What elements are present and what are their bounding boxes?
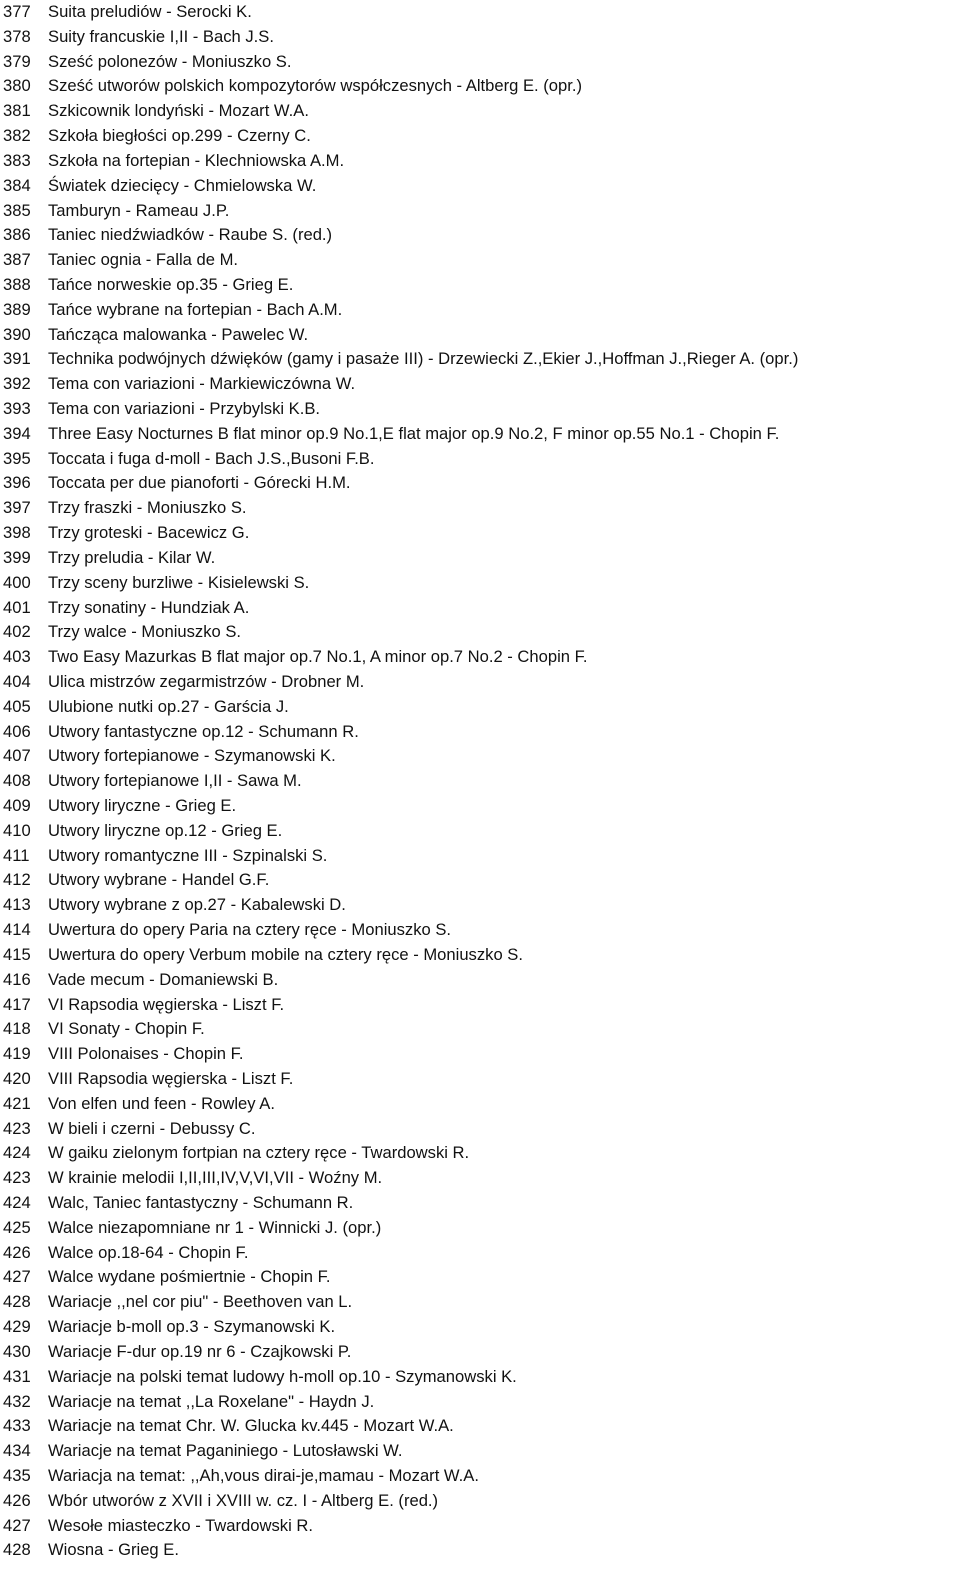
- entry-title: Uwertura do opery Verbum mobile na cztery ręce - Moniuszko S.: [48, 944, 523, 964]
- list-item: [3, 1092, 953, 1117]
- list-item: [3, 720, 953, 745]
- list-item: [3, 174, 953, 199]
- entry-title: Utwory fortepianowe I,II - Sawa M.: [48, 771, 302, 791]
- list-item: [3, 1390, 953, 1415]
- list-item: [3, 596, 953, 621]
- entry-number: 408: [3, 771, 31, 791]
- entry-number: 398: [3, 523, 31, 543]
- entry-number: 389: [3, 299, 31, 319]
- entry-number: 426: [3, 1242, 31, 1262]
- entry-number: 423: [3, 1168, 31, 1188]
- list-item: [3, 74, 953, 99]
- entry-title: Walc, Taniec fantastyczny - Schumann R.: [48, 1193, 354, 1212]
- list-item: [3, 1365, 953, 1390]
- list-item: [3, 1042, 953, 1067]
- entry-title: Sześć polonezów - Moniuszko S.: [48, 51, 292, 71]
- entry-title: Utwory liryczne - Grieg E.: [48, 796, 237, 815]
- entry-title: Utwory romantyczne III - Szpinalski S.: [48, 845, 328, 865]
- entry-number: 415: [3, 944, 31, 964]
- entry-number: 396: [3, 473, 31, 493]
- list-item: [3, 1117, 953, 1142]
- entry-title: Trzy walce - Moniuszko S.: [48, 622, 242, 642]
- entry-number: 412: [3, 870, 31, 890]
- list-item: [3, 1141, 953, 1166]
- list-item: [3, 744, 953, 769]
- list-item: [3, 1315, 953, 1340]
- entry-number: 423: [3, 1118, 31, 1138]
- list-item: [3, 397, 953, 422]
- entry-title: Wariacje na temat Paganiniego - Lutosławski W.: [48, 1441, 403, 1461]
- entry-number: 416: [3, 969, 31, 989]
- entry-number: 420: [3, 1068, 31, 1088]
- list-item: [3, 0, 953, 25]
- entry-number: 387: [3, 250, 31, 270]
- list-item: [3, 844, 953, 869]
- entry-title: Szkoła na fortepian - Klechniowska A.M.: [48, 150, 345, 170]
- entry-number: 394: [3, 423, 31, 443]
- entry-number: 395: [3, 448, 31, 468]
- entry-title: Wariacja na temat: ,,Ah,vous dirai-je,mamau - Mozart W.A.: [48, 1465, 479, 1485]
- list-item: [3, 372, 953, 397]
- entry-title: Trzy sceny burzliwe - Kisielewski S.: [48, 572, 310, 592]
- entry-number: 384: [3, 175, 31, 195]
- entry-number: 381: [3, 101, 31, 121]
- entry-title: Utwory wybrane - Handel G.F.: [48, 870, 270, 890]
- list-item: [3, 99, 953, 124]
- list-item: [3, 1067, 953, 1092]
- entry-title: W gaiku zielonym fortpian na cztery ręce - Twardowski R.: [48, 1143, 470, 1163]
- entry-number: 401: [3, 597, 31, 617]
- list-item: [3, 248, 953, 273]
- entry-title: Trzy fraszki - Moniuszko S.: [48, 498, 247, 518]
- entry-title: Trzy sonatiny - Hundziak A.: [48, 597, 250, 617]
- entry-title: VI Rapsodia węgierska - Liszt F.: [48, 994, 285, 1014]
- entry-title: Wbór utworów z XVII i XVIII w. cz. I - Altberg E. (red.): [48, 1490, 439, 1510]
- entry-number: 380: [3, 76, 31, 96]
- list-item: [3, 620, 953, 645]
- entry-number: 430: [3, 1341, 31, 1361]
- entry-title: Wariacje b-moll op.3 - Szymanowski K.: [48, 1317, 336, 1337]
- entry-number: 406: [3, 721, 31, 741]
- entry-title: Wariacje ,,nel cor piu" - Beethoven van L.: [48, 1292, 353, 1312]
- entry-number: 410: [3, 820, 31, 840]
- list-item: [3, 1216, 953, 1241]
- list-item: [3, 1191, 953, 1216]
- entry-number: 428: [3, 1292, 31, 1312]
- list-item: [3, 25, 953, 50]
- list-item: [3, 521, 953, 546]
- entry-title: W bieli i czerni - Debussy C.: [48, 1118, 256, 1138]
- entry-number: 411: [3, 845, 30, 865]
- entry-number: 407: [3, 746, 31, 766]
- entry-number: 424: [3, 1143, 31, 1163]
- list-item: [3, 1464, 953, 1489]
- entry-title: Szkoła biegłości op.299 - Czerny C.: [48, 126, 311, 146]
- entry-number: 404: [3, 671, 31, 691]
- entry-number: 426: [3, 1490, 31, 1510]
- entry-number: 435: [3, 1465, 31, 1485]
- entry-number: 379: [3, 51, 31, 71]
- entry-title: Utwory fortepianowe - Szymanowski K.: [48, 746, 336, 766]
- entry-number: 419: [3, 1044, 31, 1064]
- entry-title: Wariacje na polski temat ludowy h-moll op.10 - Szymanowski K.: [48, 1366, 517, 1386]
- list-item: [3, 968, 953, 993]
- list-item: [3, 298, 953, 323]
- list-item: [3, 1017, 953, 1042]
- entry-title: Suity francuskie I,II - Bach J.S.: [48, 26, 274, 46]
- list-item: [3, 868, 953, 893]
- list-item: [3, 1265, 953, 1290]
- list-item: [3, 199, 953, 224]
- list-item: [3, 1489, 953, 1514]
- list-item: [3, 769, 953, 794]
- entry-number: 378: [3, 26, 31, 46]
- entry-title: Von elfen und feen - Rowley A.: [48, 1093, 275, 1113]
- entry-title: Wariacje na temat ,,La Roxelane" - Haydn J.: [48, 1391, 375, 1411]
- entry-number: 403: [3, 647, 31, 667]
- entry-title: W krainie melodii I,II,III,IV,V,VI,VII - Woźny M.: [48, 1168, 383, 1188]
- entry-number: 386: [3, 225, 31, 245]
- entry-title: Toccata i fuga d-moll - Bach J.S.,Busoni F.B.: [48, 448, 375, 468]
- list-item: [3, 943, 953, 968]
- entry-title: Ulubione nutki op.27 - Garścia J.: [48, 696, 289, 716]
- entry-number: 397: [3, 498, 31, 518]
- entry-title: Utwory liryczne op.12 - Grieg E.: [48, 820, 283, 840]
- entry-number: 399: [3, 547, 31, 567]
- entry-title: Three Easy Nocturnes B flat minor op.9 No.1,E flat major op.9 No.2, F minor op.55 No.1 - Chopin F.: [48, 423, 780, 443]
- entry-title: Technika podwójnych dźwięków (gamy i pasaże III) - Drzewiecki Z.,Ekier J.,Hoffman J.,Rieger A. (opr.): [48, 349, 799, 369]
- entry-title: Utwory wybrane z op.27 - Kabalewski D.: [48, 895, 346, 915]
- list-item: [3, 893, 953, 918]
- entry-number: 433: [3, 1416, 31, 1436]
- entry-title: Uwertura do opery Paria na cztery ręce - Moniuszko S.: [48, 920, 452, 940]
- list-item: [3, 645, 953, 670]
- entry-number: 427: [3, 1515, 31, 1535]
- list-item: [3, 447, 953, 472]
- entry-number: 391: [3, 349, 31, 369]
- list-item: [3, 794, 953, 819]
- entry-number: 424: [3, 1193, 31, 1212]
- list-item: [3, 695, 953, 720]
- list-item: [3, 819, 953, 844]
- entry-title: VI Sonaty - Chopin F.: [48, 1019, 205, 1039]
- list-item: [3, 993, 953, 1018]
- entry-title: Two Easy Mazurkas B flat major op.7 No.1, A minor op.7 No.2 - Chopin F.: [48, 647, 588, 667]
- entry-number: 402: [3, 622, 31, 642]
- list-item: [3, 670, 953, 695]
- list-item: [3, 1514, 953, 1539]
- list-item: [3, 223, 953, 248]
- entry-number: 392: [3, 374, 31, 394]
- list-item: [3, 546, 953, 571]
- entry-title: Tańcząca malowanka - Pawelec W.: [48, 324, 309, 344]
- entry-number: 429: [3, 1317, 31, 1337]
- entry-title: Wesołe miasteczko - Twardowski R.: [48, 1515, 313, 1535]
- entry-title: VIII Polonaises - Chopin F.: [48, 1044, 244, 1064]
- entry-number: 390: [3, 324, 31, 344]
- list-item: [3, 571, 953, 596]
- entry-title: VIII Rapsodia węgierska - Liszt F.: [48, 1068, 294, 1088]
- entry-title: Ulica mistrzów zegarmistrzów - Drobner M.: [48, 671, 365, 691]
- entry-title: Tańce wybrane na fortepian - Bach A.M.: [48, 299, 343, 319]
- list-item: [3, 1538, 953, 1563]
- entry-title: Tańce norweskie op.35 - Grieg E.: [48, 274, 294, 294]
- entry-title: Walce wydane pośmiertnie - Chopin F.: [48, 1267, 331, 1287]
- list-item: [3, 50, 953, 75]
- list-item: [3, 422, 953, 447]
- entry-title: Walce op.18-64 - Chopin F.: [48, 1242, 249, 1262]
- list-item: [3, 471, 953, 496]
- entry-title: Wariacje F-dur op.19 nr 6 - Czajkowski P.: [48, 1341, 352, 1361]
- entry-title: Vade mecum - Domaniewski B.: [48, 969, 279, 989]
- list-item: [3, 496, 953, 521]
- entry-title: Tema con variazioni - Przybylski K.B.: [48, 399, 321, 418]
- list-item: [3, 918, 953, 943]
- entry-title: Toccata per due pianoforti - Górecki H.M.: [48, 473, 351, 493]
- entry-title: Tema con variazioni - Markiewiczówna W.: [48, 374, 356, 394]
- entry-number: 432: [3, 1391, 31, 1411]
- entry-number: 417: [3, 994, 31, 1014]
- list-item: [3, 124, 953, 149]
- entry-title: Wariacje na temat Chr. W. Glucka kv.445 - Mozart W.A.: [48, 1416, 454, 1436]
- entry-title: Wiosna - Grieg E.: [48, 1540, 179, 1560]
- list-item: [3, 1241, 953, 1266]
- entry-number: 405: [3, 696, 31, 716]
- list-item: [3, 1414, 953, 1439]
- entry-number: 383: [3, 150, 31, 170]
- entry-number: 421: [3, 1093, 31, 1113]
- entry-number: 385: [3, 200, 31, 220]
- entry-number: 427: [3, 1267, 31, 1287]
- entry-title: Suita preludiów - Serocki K.: [48, 2, 252, 21]
- entry-title: Trzy preludia - Kilar W.: [48, 547, 216, 567]
- list-item: [3, 1166, 953, 1191]
- entry-title: Sześć utworów polskich kompozytorów współczesnych - Altberg E. (opr.): [48, 76, 582, 96]
- entry-title: Tamburyn - Rameau J.P.: [48, 200, 230, 220]
- entry-number: 428: [3, 1540, 31, 1560]
- entry-title: Światek dziecięcy - Chmielowska W.: [48, 175, 317, 195]
- entry-number: 382: [3, 126, 31, 146]
- entry-title: Utwory fantastyczne op.12 - Schumann R.: [48, 721, 359, 741]
- list-item: [3, 149, 953, 174]
- entry-title: Szkicownik londyński - Mozart W.A.: [48, 101, 309, 121]
- catalog-list: [3, 0, 953, 1563]
- entry-number: 425: [3, 1217, 31, 1237]
- list-item: [3, 1439, 953, 1464]
- entry-title: Trzy groteski - Bacewicz G.: [48, 523, 250, 543]
- entry-number: 400: [3, 572, 31, 592]
- list-item: [3, 347, 953, 372]
- list-item: [3, 1290, 953, 1315]
- entry-number: 409: [3, 796, 31, 815]
- entry-number: 388: [3, 274, 31, 294]
- entry-number: 414: [3, 920, 31, 940]
- list-item: [3, 273, 953, 298]
- list-item: [3, 1340, 953, 1365]
- list-item: [3, 323, 953, 348]
- entry-title: Taniec niedźwiadków - Raube S. (red.): [48, 225, 333, 245]
- entry-number: 393: [3, 399, 31, 418]
- entry-title: Walce niezapomniane nr 1 - Winnicki J. (opr.): [48, 1217, 382, 1237]
- entry-number: 431: [3, 1366, 31, 1386]
- entry-number: 434: [3, 1441, 31, 1461]
- entry-number: 377: [3, 2, 31, 21]
- entry-number: 418: [3, 1019, 31, 1039]
- entry-title: Taniec ognia - Falla de M.: [48, 250, 239, 270]
- entry-number: 413: [3, 895, 31, 915]
